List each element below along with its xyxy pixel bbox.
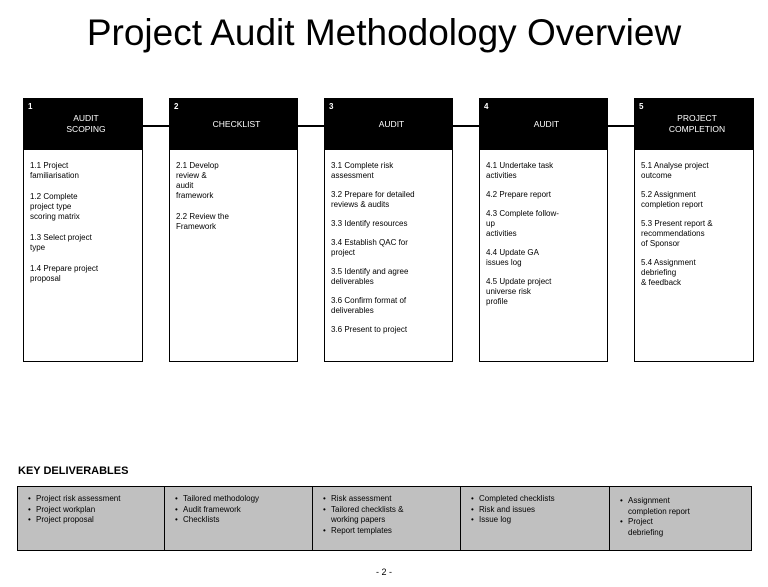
step-item: 4.1 Undertake task activities xyxy=(486,161,554,180)
phase-header xyxy=(479,98,608,150)
page-number: - 2 - xyxy=(375,567,392,577)
deliverable-item: • Assignment completion report xyxy=(620,496,747,517)
deliverable-item: • Tailored checklists & working papers xyxy=(323,505,456,526)
deliverable-item: • Project risk assessment xyxy=(28,494,160,505)
step-item: 3.6 Present to project xyxy=(331,325,408,334)
step-item: 5.3 Present report & recommendations of Sponsor xyxy=(641,219,713,248)
key-deliverables-heading: KEY DELIVERABLES xyxy=(18,465,129,477)
deliverable-item: • Report templates xyxy=(323,526,456,537)
phase-header xyxy=(169,98,298,150)
phase-title: AUDIT SCOPING xyxy=(66,113,106,134)
step-item: 1.2 Complete project type scoring matrix xyxy=(30,192,80,221)
step-item: 4.3 Complete follow- up activities xyxy=(486,209,559,238)
deliverables-cell xyxy=(165,487,313,550)
connector-line xyxy=(298,125,324,127)
phase-number: 3 xyxy=(329,102,334,111)
step-item: 2.2 Review the Framework xyxy=(176,212,229,231)
deliverable-item: • Project debriefing xyxy=(620,517,747,538)
phase-column-1 xyxy=(23,98,143,362)
deliverables-cell xyxy=(18,487,165,550)
deliverables-cell xyxy=(610,487,751,550)
key-deliverables-table xyxy=(17,486,752,551)
phase-steps xyxy=(23,150,143,362)
step-item: 5.2 Assignment completion report xyxy=(641,190,703,209)
phase-column-4 xyxy=(479,98,608,362)
page-title: Project Audit Methodology Overview xyxy=(86,12,682,53)
step-item: 4.4 Update GA issues log xyxy=(486,248,539,267)
deliverable-item: • Tailored methodology xyxy=(175,494,308,505)
deliverable-item: • Project proposal xyxy=(28,515,160,526)
phase-header xyxy=(23,98,143,150)
step-item: 2.1 Develop review & audit framework xyxy=(176,161,219,200)
phase-steps xyxy=(479,150,608,362)
step-item: 1.4 Prepare project proposal xyxy=(30,264,99,283)
deliverables-cell xyxy=(461,487,610,550)
step-item: 1.1 Project familiarisation xyxy=(30,161,79,180)
connector-line xyxy=(453,125,479,127)
phase-steps xyxy=(169,150,298,362)
phase-title: PROJECT COMPLETION xyxy=(668,113,726,134)
deliverable-item: • Risk assessment xyxy=(323,494,456,505)
deliverable-item: • Risk and issues xyxy=(471,505,605,516)
deliverable-item: • Audit framework xyxy=(175,505,308,516)
phase-column-2 xyxy=(169,98,298,362)
deliverable-item: • Completed checklists xyxy=(471,494,605,505)
phase-header xyxy=(634,98,754,150)
deliverable-item: • Project workplan xyxy=(28,505,160,516)
phase-title: CHECKLIST xyxy=(212,118,261,129)
phase-header xyxy=(324,98,453,150)
phase-column-3 xyxy=(324,98,453,362)
step-item: 1.3 Select project type xyxy=(30,233,92,252)
step-item: 3.6 Confirm format of deliverables xyxy=(331,296,407,315)
phase-title: AUDIT xyxy=(533,118,560,129)
step-item: 5.4 Assignment debriefing & feedback xyxy=(641,258,696,287)
step-item: 5.1 Analyse project outcome xyxy=(641,161,709,180)
phase-number: 1 xyxy=(28,102,33,111)
step-item: 3.1 Complete risk assessment xyxy=(331,161,394,180)
phase-number: 2 xyxy=(174,102,179,111)
connector-line xyxy=(608,125,634,127)
step-item: 4.5 Update project universe risk profile xyxy=(486,277,552,306)
deliverable-item: • Checklists xyxy=(175,515,308,526)
step-item: 4.2 Prepare report xyxy=(486,190,551,199)
deliverables-cell xyxy=(313,487,461,550)
phase-steps xyxy=(634,150,754,362)
deliverable-item: • Issue log xyxy=(471,515,605,526)
phase-number: 4 xyxy=(484,102,489,111)
phase-column-5 xyxy=(634,98,754,362)
step-item: 3.2 Prepare for detailed reviews & audits xyxy=(331,190,415,209)
step-item: 3.5 Identify and agree deliverables xyxy=(331,267,409,286)
connector-line xyxy=(143,125,169,127)
step-item: 3.4 Establish QAC for project xyxy=(331,238,408,257)
phase-number: 5 xyxy=(639,102,644,111)
step-item: 3.3 Identify resources xyxy=(331,219,408,228)
phase-steps xyxy=(324,150,453,362)
phase-title: AUDIT xyxy=(378,118,405,129)
